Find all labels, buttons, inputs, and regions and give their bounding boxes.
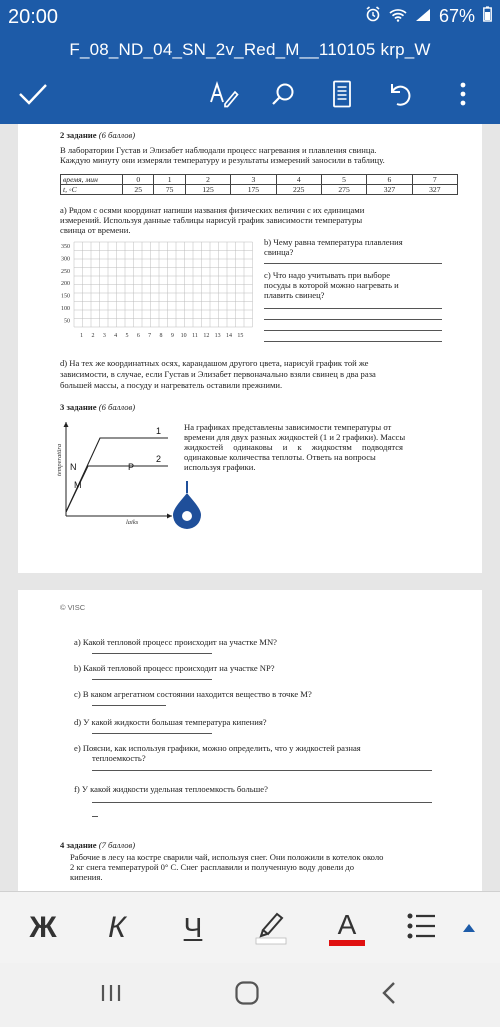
table-cell: 327 [367, 185, 412, 195]
task4-text-line-2: 2 кг снега температурой 0° C. Снег расплавили и полученную воду довели до [70, 862, 355, 872]
x-tick-label: 6 [136, 333, 140, 339]
task3-question-b: b) Какой тепловой процесс происходит на участке NP? [74, 663, 275, 673]
task3-text-line-5: используя графики. [184, 462, 256, 472]
x-tick-label: 11 [192, 333, 198, 339]
x-tick-label: 15 [237, 333, 244, 339]
undo-icon [387, 81, 413, 112]
font-color-swatch [329, 940, 365, 946]
task2-question-a-line-3: свинца от времени. [60, 225, 131, 235]
y-tick-label: 200 [61, 281, 70, 288]
point-m-label: M [74, 480, 82, 490]
table-row [61, 175, 458, 185]
highlighter-icon [254, 906, 288, 951]
task3-heading: 3 задание (6 баллов) [60, 402, 136, 412]
back-button[interactable] [364, 975, 414, 1015]
back-chevron-icon [380, 981, 398, 1010]
signal-icon [415, 6, 431, 27]
answer-line [92, 679, 212, 680]
answer-line [92, 705, 166, 706]
x-tick-label: 5 [125, 333, 129, 339]
answer-line [92, 816, 98, 817]
task2-question-b-line-1: b) Чему равна температура плавления [264, 237, 403, 247]
task2-intro-line-1: В лаборатории Густав и Элизабет наблюдали процесс нагревания и плавления свинца. [60, 145, 377, 155]
x-tick-label: 12 [203, 333, 210, 339]
expand-toolbar-button[interactable] [454, 902, 484, 954]
bottom-panel [0, 891, 500, 1027]
point-n-label: N [70, 462, 77, 472]
task3-graph [56, 416, 176, 526]
wifi-icon [389, 6, 407, 27]
task2-question-b-line-2: свинца? [264, 247, 294, 257]
recent-apps-button[interactable] [86, 975, 136, 1015]
formatting-toolbar [0, 891, 500, 963]
x-tick-label: 7 [148, 333, 152, 339]
check-icon [18, 82, 48, 111]
table-row [61, 185, 458, 195]
font-color-letter: А [337, 909, 357, 940]
answer-line [264, 319, 442, 320]
y-tick-label: 100 [61, 305, 70, 312]
spelling-button[interactable] [204, 76, 244, 116]
task3-question-c: c) В каком агрегатном состоянии находится вещество в точке M? [74, 689, 312, 699]
x-tick-label: 13 [214, 333, 221, 339]
task3-question-d: d) У какой жидкости большая температура кипения? [74, 717, 267, 727]
document-canvas[interactable] [0, 124, 500, 891]
answer-line [264, 308, 442, 309]
task2-question-a-line-1: а) Рядом с осями координат напиши названия физических величин с их единицами [60, 205, 365, 215]
bullet-list-icon [406, 911, 436, 946]
document-toolbar [0, 74, 500, 118]
task2-question-c-line-1: c) Что надо учитывать при выборе [264, 270, 391, 280]
x-tick-label: 8 [159, 333, 163, 339]
home-button[interactable] [222, 975, 272, 1015]
table-cell: 327 [412, 185, 457, 195]
table-cell: 3 [231, 175, 276, 185]
answer-line [264, 263, 442, 264]
answer-line [92, 733, 212, 734]
bold-button[interactable]: Ж [29, 911, 57, 944]
system-navigation-bar [0, 963, 500, 1027]
answer-line [264, 330, 442, 331]
alarm-icon [365, 6, 381, 27]
table-cell: 5 [321, 175, 366, 185]
task3-question-e-line-1: e) Поясни, как используя графики, можно определить, что у жидкостей разная [74, 743, 361, 753]
x-tick-label: 14 [225, 333, 232, 339]
x-tick-label: 3 [102, 333, 106, 339]
task3-text-line-4: одинаковые количества теплоты. Ответь на вопросы [184, 452, 376, 462]
answer-line [92, 653, 212, 654]
highlight-button[interactable] [248, 902, 294, 954]
document-page-2[interactable] [18, 590, 482, 891]
task2-intro-line-2: Каждую минуту они измеряли температуру и результаты измерений заносили в таблицу. [60, 155, 385, 165]
data-table [60, 174, 458, 195]
task2-heading: 2 задание (6 баллов) [60, 130, 136, 140]
search-icon [271, 81, 297, 112]
y-tick-label: 300 [61, 256, 70, 263]
document-title: F_08_ND_04_SN_2v_Red_M__110105 krp_W [69, 40, 431, 59]
status-bar [0, 0, 500, 34]
font-color-button[interactable] [324, 902, 370, 954]
copyright-label: © VISC [60, 603, 86, 612]
home-icon [234, 980, 260, 1011]
x-tick-label: 2 [91, 333, 95, 339]
underline-button[interactable]: Ч [183, 912, 203, 943]
task4-heading: 4 задание (7 баллов) [60, 840, 136, 850]
spell-check-icon [209, 80, 239, 113]
answer-line [264, 341, 442, 342]
bullets-button[interactable] [398, 902, 444, 954]
reading-view-button[interactable] [322, 76, 362, 116]
table-cell: 7 [412, 175, 457, 185]
cursor-handle[interactable] [171, 481, 203, 529]
table-row-label: время, мин [61, 175, 123, 185]
table-cell: 175 [231, 185, 276, 195]
table-cell: 0 [123, 175, 154, 185]
text-cursor-handle-icon [171, 516, 203, 533]
table-row-label: t, ◦C [61, 185, 123, 195]
empty-graph-grid [48, 238, 268, 346]
task3-text-line-3: жидкостей одинаковы и к жидкостям подводятся [184, 442, 403, 452]
table-cell: 25 [123, 185, 154, 195]
search-button[interactable] [264, 76, 304, 116]
task2-question-a-line-2: измерений. Используя данные таблицы нарисуй график зависимости температуры [60, 215, 363, 225]
battery-icon [483, 6, 492, 27]
y-tick-label: 50 [64, 318, 70, 325]
task3-question-e-line-2: теплоемкость? [92, 753, 146, 763]
triangle-up-icon [463, 919, 475, 937]
y-tick-label: 350 [61, 244, 70, 250]
table-cell: 4 [276, 175, 321, 185]
graph-2-label: 2 [156, 454, 162, 464]
task2-question-d-line-1: d) На тех же координатных осях, карандашом другого цвета, нарисуй график той же [60, 358, 369, 368]
recent-apps-icon [100, 983, 122, 1008]
task2-question-d-line-3: большей массы, а посуду и нагреватель оставили прежними. [60, 380, 283, 390]
task3-text-line-2: времени для двух разных жидкостей (1 и 2 графики). Массы [184, 432, 406, 442]
task3-text-line-1: На графиках представлены зависимости температуры от [184, 422, 392, 432]
task2-question-d-line-2: зависимости, в случае, если Густав и Элизабет первоначально взяли свинец в два раза [60, 369, 376, 379]
undo-button[interactable] [380, 76, 420, 116]
graph-x-label: laiks [126, 519, 139, 526]
table-cell: 2 [185, 175, 230, 185]
x-tick-label: 1 [80, 333, 84, 339]
table-cell: 225 [276, 185, 321, 195]
x-tick-label: 9 [170, 333, 174, 339]
clock: 20:00 [8, 6, 59, 28]
task2-question-c-line-3: плавить свинец? [264, 290, 325, 300]
table-cell: 275 [321, 185, 366, 195]
table-cell: 75 [154, 185, 185, 195]
italic-button[interactable]: К [108, 911, 126, 944]
done-button[interactable] [13, 76, 53, 116]
task4-text-line-3: кипения. [70, 872, 103, 882]
document-view-icon [332, 80, 352, 113]
status-icons [365, 6, 492, 27]
graph-1-label: 1 [156, 426, 162, 436]
x-tick-label: 10 [180, 333, 187, 339]
battery-percent: 67% [438, 6, 475, 26]
y-tick-label: 250 [61, 268, 70, 275]
table-cell: 1 [154, 175, 185, 185]
task2-question-c-line-2: посуды в которой можно нагревать и [264, 280, 399, 290]
table-cell: 6 [367, 175, 412, 185]
task4-text-line-1: Рабочие в лесу на костре сварили чай, используя снег. Они положили в котелок около [70, 852, 384, 862]
answer-line [92, 770, 432, 771]
graph-y-label: temperatūra [56, 443, 63, 476]
table-cell: 125 [185, 185, 230, 195]
answer-line [92, 802, 432, 803]
task3-question-f: f) У какой жидкости удельная теплоемкость больше? [74, 784, 268, 794]
task3-question-a: a) Какой тепловой процесс происходит на участке MN? [74, 637, 277, 647]
more-vertical-icon [460, 82, 466, 111]
more-options-button[interactable] [443, 76, 483, 116]
point-p-label: P [128, 462, 135, 472]
y-tick-label: 150 [61, 293, 70, 300]
document-page-1[interactable] [18, 124, 482, 573]
x-tick-label: 4 [114, 333, 118, 339]
app-bar [0, 0, 500, 124]
